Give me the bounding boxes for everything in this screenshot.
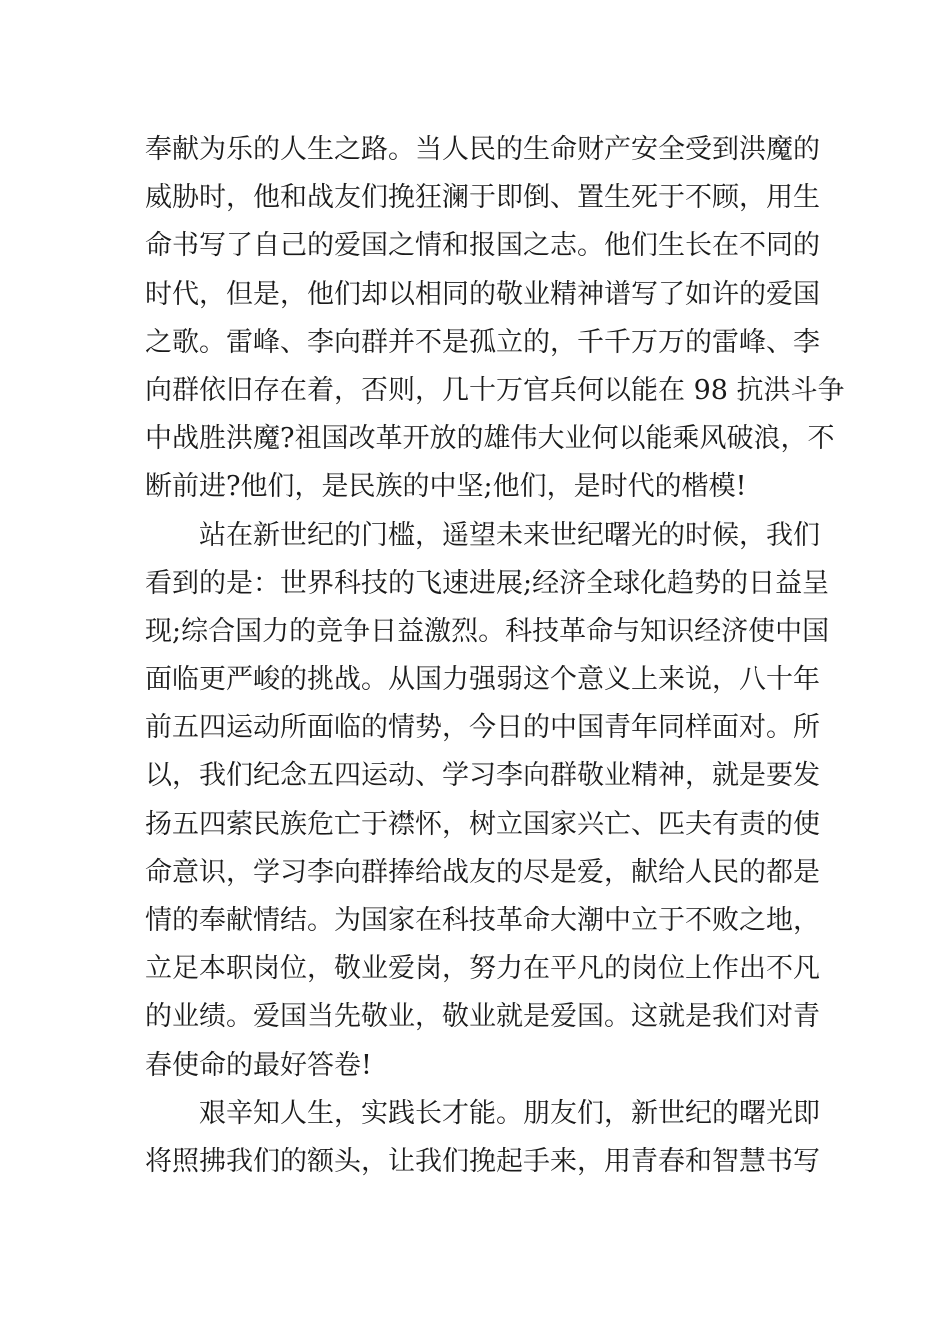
text-line: 之歌。雷峰、李向群并不是孤立的，千千万万的雷峰、李 — [145, 326, 820, 358]
text-line: 中战胜洪魔?祖国改革开放的雄伟大业何以能乘风破浪，不 — [145, 423, 835, 455]
text-line: 以，我们纪念五四运动、学习李向群敬业精神，就是要发 — [145, 760, 820, 792]
text-line: 情的奉献情结。为国家在科技革命大潮中立于不败之地， — [145, 905, 820, 936]
text-line: 时代，但是，他们却以相同的敬业精神谱写了如许的爱国 — [145, 278, 820, 310]
text-line: 将照拂我们的额头，让我们挽起手来，用青春和智慧书写 — [145, 1145, 820, 1177]
text-line: 奉献为乐的人生之路。当人民的生命财产安全受到洪魔的 — [145, 134, 820, 165]
text-line: 命意识，学习李向群捧给战友的尽是爱，献给人民的都是 — [145, 856, 820, 888]
text-line: 站在新世纪的门槛，遥望未来世纪曙光的时候，我们 — [199, 519, 820, 551]
document-body — [145, 126, 845, 1186]
text-line: 立足本职岗位，敬业爱岗，努力在平凡的岗位上作出不凡 — [145, 953, 820, 985]
text-line: 扬五四萦民族危亡于襟怀，树立国家兴亡、匹夫有责的使 — [145, 808, 820, 840]
text-line: 的业绩。爱国当先敬业，敬业就是爱国。这就是我们对青 — [145, 1001, 820, 1033]
text-line: 艰辛知人生，实践长才能。朋友们，新世纪的曙光即 — [199, 1097, 820, 1129]
text-line: 断前进?他们，是民族的中坚;他们，是时代的楷模! — [145, 471, 747, 503]
text-line: 前五四运动所面临的情势，今日的中国青年同样面对。所 — [145, 712, 820, 744]
text-line: 向群依旧存在着，否则，几十万官兵何以能在 98 抗洪斗争 — [145, 374, 845, 406]
text-line: 看到的是：世界科技的飞速进展;经济全球化趋势的日益呈 — [145, 567, 830, 599]
text-line: 面临更严峻的挑战。从国力强弱这个意义上来说，八十年 — [145, 664, 820, 696]
text-line: 命书写了自己的爱国之情和报国之志。他们生长在不同的 — [145, 230, 820, 262]
text-line: 威胁时，他和战友们挽狂澜于即倒、置生死于不顾，用生 — [145, 182, 820, 214]
text-line: 春使命的最好答卷! — [145, 1049, 372, 1081]
text-line: 现;综合国力的竞争日益激烈。科技革命与知识经济使中国 — [145, 615, 830, 647]
